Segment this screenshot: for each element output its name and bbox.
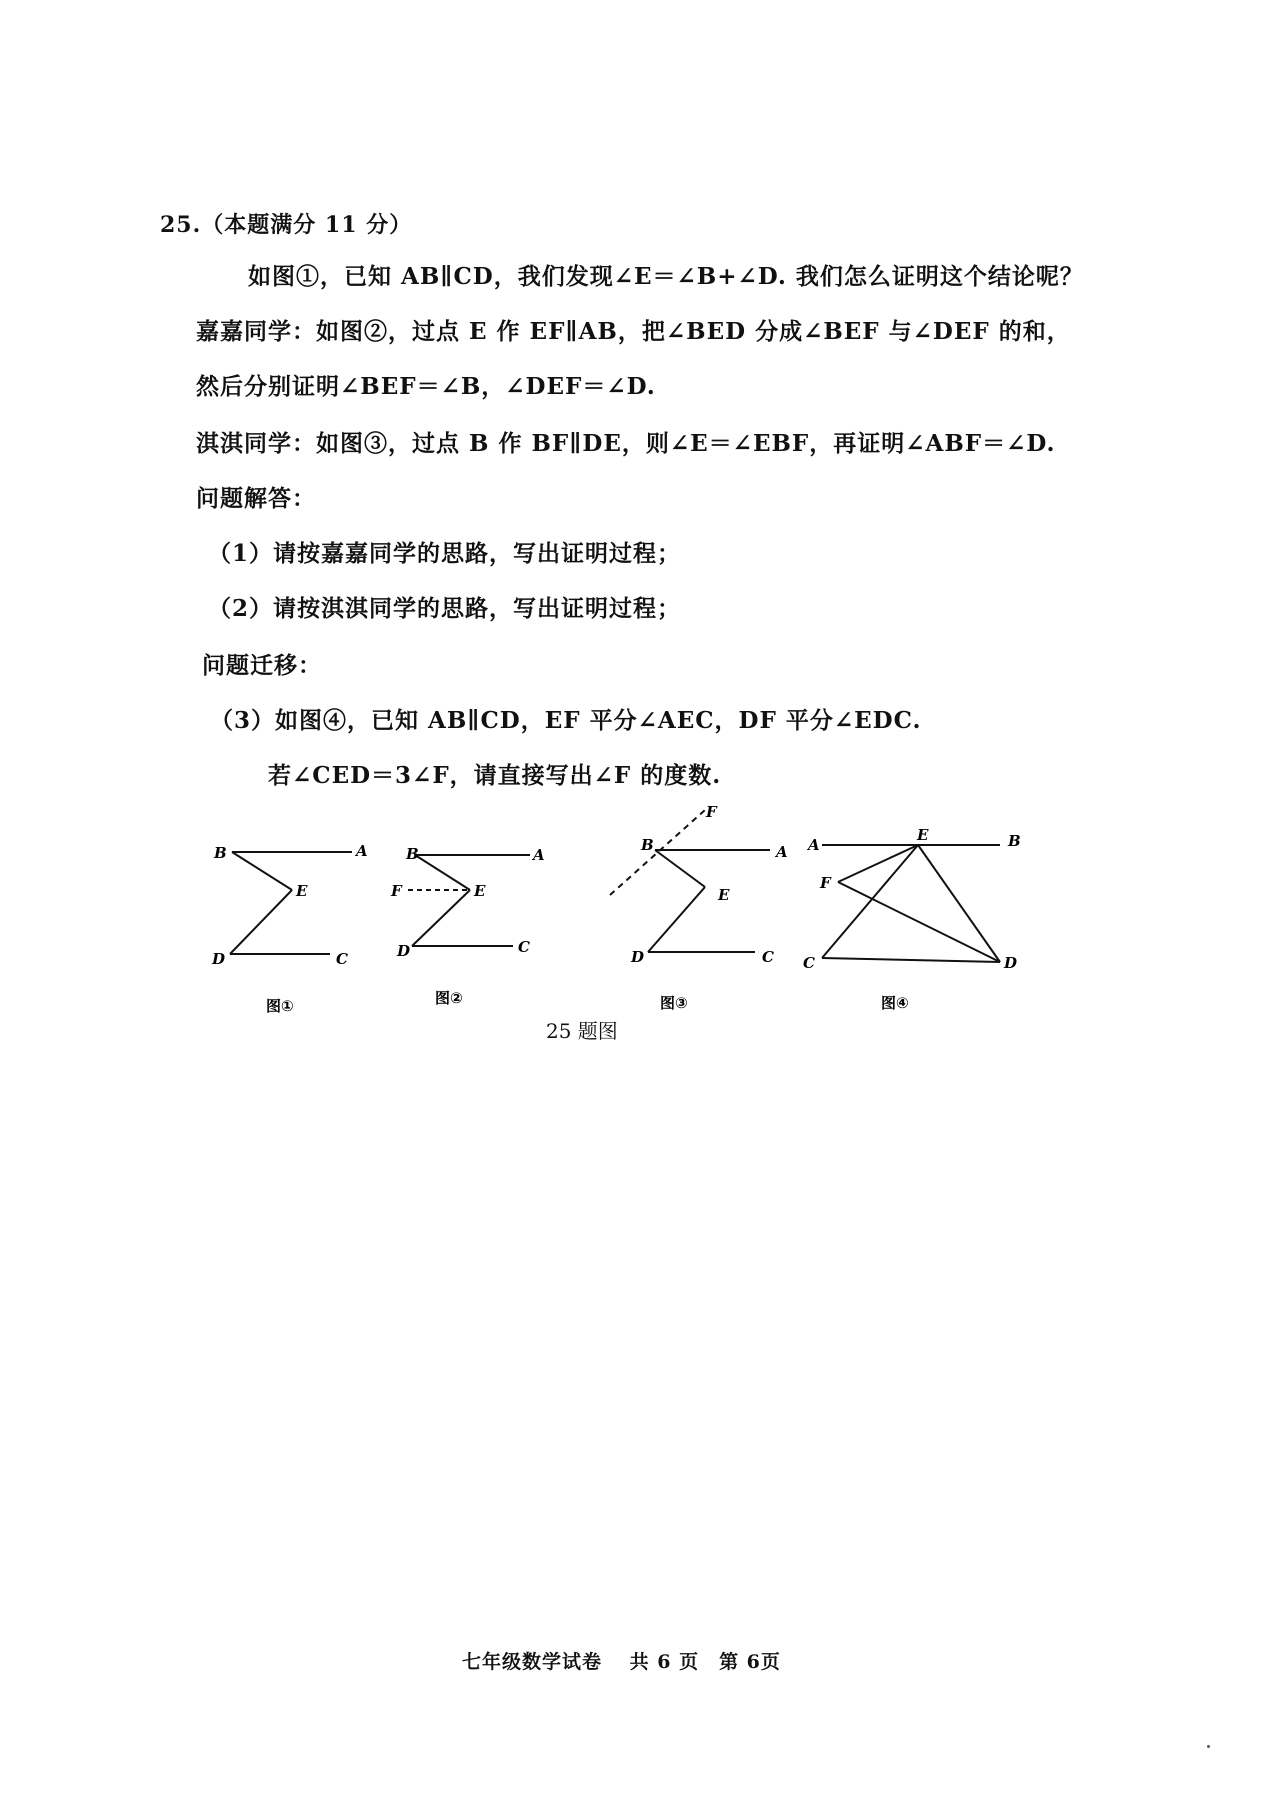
fig3-point-f: F bbox=[706, 803, 717, 821]
question-line-3: 然后分别证明∠BEF＝∠B，∠DEF＝∠D. bbox=[196, 373, 656, 400]
fig1-point-b: B bbox=[214, 844, 227, 862]
fig4-point-d: D bbox=[1004, 954, 1018, 972]
fig4-point-f: F bbox=[820, 874, 831, 892]
fig1-point-c: C bbox=[336, 950, 348, 968]
fig2-point-e: E bbox=[474, 882, 486, 900]
fig2-point-b: B bbox=[406, 845, 419, 863]
fig1-point-a: A bbox=[356, 842, 368, 860]
figure-2 bbox=[408, 855, 530, 946]
fig3-point-c: C bbox=[762, 948, 774, 966]
section-heading-answer: 问题解答： bbox=[196, 485, 316, 512]
subquestion-3-condition: 若∠CED＝3∠F，请直接写出∠F 的度数. bbox=[268, 762, 722, 789]
subquestion-1: （1）请按嘉嘉同学的思路，写出证明过程； bbox=[208, 540, 682, 567]
section-heading-transfer: 问题迁移： bbox=[202, 652, 322, 679]
scan-speck bbox=[1207, 1745, 1210, 1748]
figure-2-label: 图② bbox=[435, 989, 463, 1007]
question-line-1: 如图①，已知 AB∥CD，我们发现∠E＝∠B+∠D. 我们怎么证明这个结论呢？ bbox=[248, 263, 1084, 290]
fig4-point-b: B bbox=[1008, 832, 1021, 850]
fig1-point-d: D bbox=[212, 950, 226, 968]
page-footer: 七年级数学试卷 共 6 页 第 6页 bbox=[462, 1651, 781, 1673]
fig4-point-c: C bbox=[803, 954, 815, 972]
figure-1 bbox=[230, 852, 352, 954]
fig4-point-e: E bbox=[917, 826, 929, 844]
figure-4-label: 图④ bbox=[881, 994, 909, 1012]
fig2-point-a: A bbox=[533, 846, 545, 864]
fig3-point-d: D bbox=[631, 948, 645, 966]
question-line-2: 嘉嘉同学：如图②，过点 E 作 EF∥AB，把∠BED 分成∠BEF 与∠DEF 的和， bbox=[196, 318, 1071, 345]
figure-caption: 25 题图 bbox=[546, 1019, 618, 1043]
figure-3 bbox=[610, 810, 770, 952]
subquestion-3: （3）如图④，已知 AB∥CD，EF 平分∠AEC，DF 平分∠EDC. bbox=[210, 707, 922, 734]
subquestion-2: （2）请按淇淇同学的思路，写出证明过程； bbox=[208, 595, 682, 622]
fig4-point-a: A bbox=[808, 836, 820, 854]
fig1-point-e: E bbox=[296, 882, 308, 900]
fig2-point-d: D bbox=[397, 942, 411, 960]
fig2-point-f: F bbox=[391, 882, 402, 900]
figure-3-label: 图③ bbox=[660, 994, 688, 1012]
fig2-point-c: C bbox=[518, 938, 530, 956]
fig3-point-b: B bbox=[641, 836, 654, 854]
question-line-4: 淇淇同学：如图③，过点 B 作 BF∥DE，则∠E＝∠EBF，再证明∠ABF＝∠D. bbox=[196, 430, 1056, 457]
figure-1-label: 图① bbox=[266, 997, 294, 1015]
fig3-point-e: E bbox=[718, 886, 730, 904]
question-title: 25.（本题满分 11 分） bbox=[160, 212, 413, 238]
fig3-point-a: A bbox=[776, 843, 788, 861]
figure-4 bbox=[822, 845, 1000, 962]
